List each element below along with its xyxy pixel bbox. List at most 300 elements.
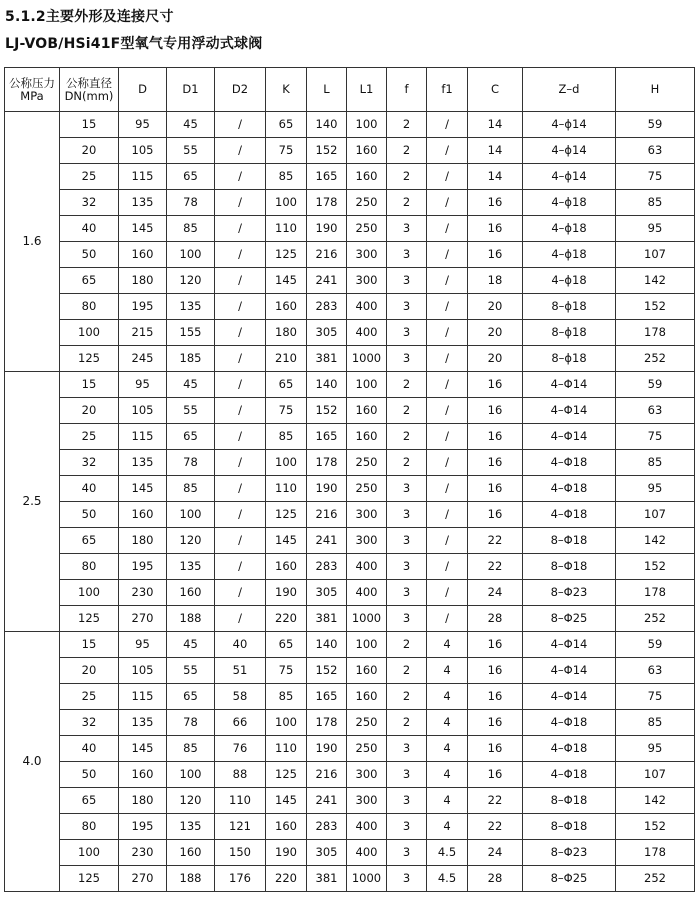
table-cell: 381 — [307, 606, 347, 632]
table-row — [5, 840, 695, 866]
table-cell: / — [427, 476, 468, 502]
table-cell: 160 — [167, 580, 215, 606]
table-cell: 220 — [266, 606, 307, 632]
table-cell: 160 — [347, 658, 387, 684]
table-cell: 142 — [616, 788, 695, 814]
table-cell: / — [215, 424, 266, 450]
table-cell: 50 — [60, 762, 119, 788]
table-row — [5, 346, 695, 372]
table-cell: 185 — [167, 346, 215, 372]
table-cell: 4–ϕ14 — [523, 164, 616, 190]
table-cell: 110 — [266, 216, 307, 242]
table-cell: 8–Φ25 — [523, 866, 616, 892]
table-cell: 110 — [215, 788, 266, 814]
table-cell: 180 — [119, 788, 167, 814]
table-cell: 4 — [427, 736, 468, 762]
table-cell: 145 — [119, 736, 167, 762]
table-cell: 2 — [387, 190, 427, 216]
header-f1: f1 — [427, 68, 468, 112]
table-cell: 195 — [119, 294, 167, 320]
table-cell: 22 — [468, 814, 523, 840]
table-cell: 140 — [307, 112, 347, 138]
table-cell: 241 — [307, 788, 347, 814]
table-cell: 3 — [387, 476, 427, 502]
table-cell: 300 — [347, 528, 387, 554]
table-row — [5, 476, 695, 502]
table-cell: 241 — [307, 528, 347, 554]
header-z-d: Z–d — [523, 68, 616, 112]
table-row — [5, 788, 695, 814]
table-cell: 25 — [60, 424, 119, 450]
table-cell: 3 — [387, 528, 427, 554]
table-cell: 160 — [266, 814, 307, 840]
table-cell: 22 — [468, 554, 523, 580]
table-row — [5, 138, 695, 164]
table-cell: 95 — [616, 476, 695, 502]
table-cell: 76 — [215, 736, 266, 762]
table-cell: 4–Φ14 — [523, 632, 616, 658]
table-cell: 78 — [167, 710, 215, 736]
table-cell: 145 — [119, 476, 167, 502]
table-cell: 75 — [616, 684, 695, 710]
table-cell: / — [215, 112, 266, 138]
table-cell: 270 — [119, 606, 167, 632]
table-cell: 120 — [167, 788, 215, 814]
table-cell: 59 — [616, 112, 695, 138]
table-cell: / — [215, 450, 266, 476]
table-cell: 150 — [215, 840, 266, 866]
table-cell: 180 — [119, 528, 167, 554]
table-cell: / — [215, 164, 266, 190]
table-cell: 145 — [266, 268, 307, 294]
table-cell: 88 — [215, 762, 266, 788]
table-cell: 190 — [307, 476, 347, 502]
table-row — [5, 710, 695, 736]
table-cell: 152 — [307, 658, 347, 684]
table-cell: 3 — [387, 294, 427, 320]
table-cell: 100 — [167, 762, 215, 788]
table-cell: 2 — [387, 710, 427, 736]
table-row — [5, 658, 695, 684]
table-cell: 3 — [387, 216, 427, 242]
table-cell: 45 — [167, 372, 215, 398]
table-cell: 152 — [616, 554, 695, 580]
table-row — [5, 814, 695, 840]
table-cell: 3 — [387, 346, 427, 372]
table-cell: 4–Φ18 — [523, 736, 616, 762]
table-cell: 160 — [347, 398, 387, 424]
table-cell: 100 — [266, 450, 307, 476]
table-cell: / — [427, 164, 468, 190]
table-row — [5, 372, 695, 398]
header-d1: D1 — [167, 68, 215, 112]
table-cell: 305 — [307, 580, 347, 606]
table-row — [5, 866, 695, 892]
table-cell: 95 — [616, 216, 695, 242]
table-cell: 4–ϕ14 — [523, 138, 616, 164]
table-cell: 230 — [119, 580, 167, 606]
table-cell: 2 — [387, 632, 427, 658]
table-cell: 3 — [387, 242, 427, 268]
table-cell: 4–Φ14 — [523, 372, 616, 398]
table-cell: 16 — [468, 632, 523, 658]
table-cell: 16 — [468, 502, 523, 528]
header-l: L — [307, 68, 347, 112]
table-cell: 45 — [167, 112, 215, 138]
table-cell: 105 — [119, 398, 167, 424]
table-cell: 4–Φ18 — [523, 762, 616, 788]
table-cell: / — [427, 216, 468, 242]
table-cell: 4 — [427, 710, 468, 736]
table-cell: 250 — [347, 476, 387, 502]
table-cell: 4 — [427, 658, 468, 684]
table-cell: 85 — [266, 684, 307, 710]
table-cell: / — [427, 580, 468, 606]
table-cell: 160 — [119, 502, 167, 528]
table-cell: 95 — [616, 736, 695, 762]
table-cell: 100 — [60, 320, 119, 346]
table-cell: 305 — [307, 320, 347, 346]
table-cell: 135 — [119, 450, 167, 476]
table-cell: 160 — [347, 164, 387, 190]
table-cell: 140 — [307, 632, 347, 658]
table-cell: 40 — [60, 216, 119, 242]
table-cell: 152 — [616, 294, 695, 320]
table-cell: / — [427, 528, 468, 554]
table-cell: 252 — [616, 606, 695, 632]
table-cell: 8–ϕ18 — [523, 320, 616, 346]
table-cell: 105 — [119, 138, 167, 164]
table-cell: 1000 — [347, 346, 387, 372]
table-cell: 4–Φ14 — [523, 658, 616, 684]
table-cell: 142 — [616, 268, 695, 294]
table-cell: 178 — [307, 190, 347, 216]
table-cell: 3 — [387, 320, 427, 346]
table-cell: 100 — [60, 580, 119, 606]
table-cell: 8–ϕ18 — [523, 294, 616, 320]
table-cell: 4–ϕ18 — [523, 242, 616, 268]
table-cell: 400 — [347, 840, 387, 866]
table-cell: 195 — [119, 814, 167, 840]
table-cell: 75 — [266, 138, 307, 164]
table-cell: 400 — [347, 320, 387, 346]
table-cell: / — [427, 398, 468, 424]
table-cell: 16 — [468, 372, 523, 398]
table-cell: 283 — [307, 814, 347, 840]
table-cell: 65 — [266, 112, 307, 138]
table-cell: / — [215, 398, 266, 424]
table-cell: 1000 — [347, 866, 387, 892]
table-cell: 3 — [387, 788, 427, 814]
table-cell: / — [427, 190, 468, 216]
table-cell: 3 — [387, 502, 427, 528]
table-cell: / — [427, 424, 468, 450]
table-row — [5, 554, 695, 580]
table-cell: 115 — [119, 424, 167, 450]
table-row — [5, 294, 695, 320]
table-row — [5, 268, 695, 294]
table-cell: 2 — [387, 684, 427, 710]
table-cell: 4 — [427, 788, 468, 814]
table-cell: 165 — [307, 684, 347, 710]
table-cell: 210 — [266, 346, 307, 372]
table-cell: / — [427, 294, 468, 320]
table-cell: 16 — [468, 216, 523, 242]
table-row — [5, 632, 695, 658]
table-cell: 65 — [266, 372, 307, 398]
table-cell: 2 — [387, 658, 427, 684]
table-cell: / — [215, 242, 266, 268]
table-cell: / — [215, 502, 266, 528]
table-cell: 20 — [468, 320, 523, 346]
product-title: LJ-VOB/HSi41F型氧气专用浮动式球阀 — [5, 36, 263, 52]
table-cell: / — [427, 320, 468, 346]
table-cell: 16 — [468, 658, 523, 684]
table-cell: 4 — [427, 814, 468, 840]
table-cell: 3 — [387, 736, 427, 762]
table-cell: 145 — [119, 216, 167, 242]
table-cell: 20 — [468, 294, 523, 320]
table-row — [5, 580, 695, 606]
table-row — [5, 320, 695, 346]
table-cell: 58 — [215, 684, 266, 710]
table-cell: 100 — [60, 840, 119, 866]
table-header-row — [5, 68, 695, 112]
table-row — [5, 112, 695, 138]
table-cell: 216 — [307, 502, 347, 528]
table-cell: 28 — [468, 606, 523, 632]
table-cell: 22 — [468, 788, 523, 814]
table-row — [5, 190, 695, 216]
table-cell: 100 — [347, 632, 387, 658]
pressure-cell: 2.5 — [5, 372, 60, 632]
table-cell: 160 — [347, 424, 387, 450]
table-cell: 250 — [347, 216, 387, 242]
table-cell: 250 — [347, 710, 387, 736]
table-cell: 4 — [427, 632, 468, 658]
table-cell: 45 — [167, 632, 215, 658]
table-cell: 145 — [266, 788, 307, 814]
table-cell: 270 — [119, 866, 167, 892]
table-cell: 16 — [468, 736, 523, 762]
table-cell: 20 — [468, 346, 523, 372]
table-cell: 160 — [119, 762, 167, 788]
table-cell: 195 — [119, 554, 167, 580]
table-cell: / — [215, 294, 266, 320]
table-cell: 20 — [60, 658, 119, 684]
table-cell: 32 — [60, 190, 119, 216]
table-cell: 59 — [616, 632, 695, 658]
table-cell: 3 — [387, 268, 427, 294]
table-cell: 107 — [616, 762, 695, 788]
table-cell: 78 — [167, 450, 215, 476]
table-cell: 125 — [266, 762, 307, 788]
table-cell: 3 — [387, 580, 427, 606]
header-d2: D2 — [215, 68, 266, 112]
table-cell: / — [215, 190, 266, 216]
table-cell: 2 — [387, 138, 427, 164]
table-cell: 155 — [167, 320, 215, 346]
table-cell: 142 — [616, 528, 695, 554]
table-cell: 85 — [616, 190, 695, 216]
pressure-cell: 1.6 — [5, 112, 60, 372]
header-l1: L1 — [347, 68, 387, 112]
table-cell: / — [427, 268, 468, 294]
table-cell: 125 — [266, 242, 307, 268]
table-cell: 152 — [616, 814, 695, 840]
table-cell: 95 — [119, 372, 167, 398]
table-cell: 4 — [427, 684, 468, 710]
table-cell: / — [427, 242, 468, 268]
table-cell: 4–ϕ18 — [523, 268, 616, 294]
table-cell: 125 — [60, 866, 119, 892]
table-cell: 100 — [347, 372, 387, 398]
table-cell: 22 — [468, 528, 523, 554]
table-cell: 80 — [60, 554, 119, 580]
table-cell: 160 — [266, 294, 307, 320]
table-cell: 40 — [60, 736, 119, 762]
table-cell: 190 — [266, 840, 307, 866]
table-cell: 230 — [119, 840, 167, 866]
table-cell: 16 — [468, 684, 523, 710]
header-nominal-diameter: 公称直径 DN(mm) — [60, 68, 119, 112]
table-cell: 250 — [347, 190, 387, 216]
table-cell: 8–Φ18 — [523, 554, 616, 580]
table-cell: 65 — [60, 268, 119, 294]
table-cell: 160 — [167, 840, 215, 866]
table-cell: 215 — [119, 320, 167, 346]
table-cell: / — [215, 606, 266, 632]
table-cell: / — [427, 606, 468, 632]
table-cell: 28 — [468, 866, 523, 892]
table-cell: / — [427, 138, 468, 164]
table-row — [5, 684, 695, 710]
table-cell: 51 — [215, 658, 266, 684]
table-cell: 8–Φ18 — [523, 528, 616, 554]
table-cell: 3 — [387, 554, 427, 580]
table-cell: 32 — [60, 450, 119, 476]
table-cell: 216 — [307, 242, 347, 268]
table-row — [5, 450, 695, 476]
table-cell: 4–Φ18 — [523, 450, 616, 476]
table-cell: 16 — [468, 476, 523, 502]
table-cell: 300 — [347, 762, 387, 788]
table-cell: 15 — [60, 372, 119, 398]
table-cell: 252 — [616, 346, 695, 372]
table-cell: 160 — [347, 684, 387, 710]
table-cell: 400 — [347, 814, 387, 840]
table-cell: 78 — [167, 190, 215, 216]
table-cell: 24 — [468, 840, 523, 866]
table-cell: / — [215, 268, 266, 294]
table-cell: 66 — [215, 710, 266, 736]
table-cell: 152 — [307, 138, 347, 164]
table-cell: 4–Φ18 — [523, 710, 616, 736]
table-cell: 3 — [387, 840, 427, 866]
table-cell: 125 — [266, 502, 307, 528]
table-cell: 120 — [167, 528, 215, 554]
table-cell: 400 — [347, 554, 387, 580]
table-cell: 50 — [60, 502, 119, 528]
table-cell: 8–Φ25 — [523, 606, 616, 632]
table-cell: 190 — [307, 736, 347, 762]
table-row — [5, 528, 695, 554]
table-cell: 100 — [266, 190, 307, 216]
table-cell: 176 — [215, 866, 266, 892]
table-cell: 165 — [307, 424, 347, 450]
table-row — [5, 606, 695, 632]
table-cell: 20 — [60, 398, 119, 424]
table-cell: 121 — [215, 814, 266, 840]
table-cell: 16 — [468, 450, 523, 476]
table-cell: 85 — [167, 476, 215, 502]
table-cell: 107 — [616, 502, 695, 528]
table-cell: 178 — [307, 450, 347, 476]
table-cell: 75 — [616, 164, 695, 190]
table-cell: 100 — [347, 112, 387, 138]
table-cell: 220 — [266, 866, 307, 892]
table-cell: 305 — [307, 840, 347, 866]
table-cell: 152 — [307, 398, 347, 424]
table-cell: 55 — [167, 138, 215, 164]
table-row — [5, 216, 695, 242]
table-cell: 160 — [119, 242, 167, 268]
table-cell: / — [215, 372, 266, 398]
table-cell: 14 — [468, 138, 523, 164]
table-cell: 59 — [616, 372, 695, 398]
table-cell: 15 — [60, 632, 119, 658]
table-cell: / — [427, 112, 468, 138]
table-cell: 4 — [427, 762, 468, 788]
table-cell: 135 — [167, 554, 215, 580]
table-cell: 4–Φ14 — [523, 398, 616, 424]
table-cell: 16 — [468, 398, 523, 424]
table-cell: 3 — [387, 866, 427, 892]
table-cell: 250 — [347, 450, 387, 476]
table-row — [5, 424, 695, 450]
table-cell: 105 — [119, 658, 167, 684]
table-cell: 3 — [387, 762, 427, 788]
table-cell: 100 — [167, 242, 215, 268]
table-cell: 283 — [307, 294, 347, 320]
table-cell: 2 — [387, 372, 427, 398]
table-cell: 2 — [387, 112, 427, 138]
table-cell: 165 — [307, 164, 347, 190]
table-cell: 100 — [167, 502, 215, 528]
table-cell: 283 — [307, 554, 347, 580]
table-cell: 381 — [307, 346, 347, 372]
table-cell: / — [427, 502, 468, 528]
table-cell: / — [427, 554, 468, 580]
table-cell: 400 — [347, 294, 387, 320]
table-cell: 55 — [167, 658, 215, 684]
table-cell: 65 — [266, 632, 307, 658]
table-cell: 4.5 — [427, 866, 468, 892]
table-cell: 65 — [60, 788, 119, 814]
table-cell: / — [215, 216, 266, 242]
table-cell: 8–Φ18 — [523, 814, 616, 840]
dimension-table — [4, 67, 695, 892]
table-cell: 135 — [119, 190, 167, 216]
table-cell: 24 — [468, 580, 523, 606]
table-cell: 135 — [119, 710, 167, 736]
table-cell: 4–Φ14 — [523, 684, 616, 710]
table-cell: 300 — [347, 788, 387, 814]
table-cell: 65 — [167, 684, 215, 710]
table-row — [5, 164, 695, 190]
table-cell: 4–ϕ14 — [523, 112, 616, 138]
table-cell: 178 — [307, 710, 347, 736]
